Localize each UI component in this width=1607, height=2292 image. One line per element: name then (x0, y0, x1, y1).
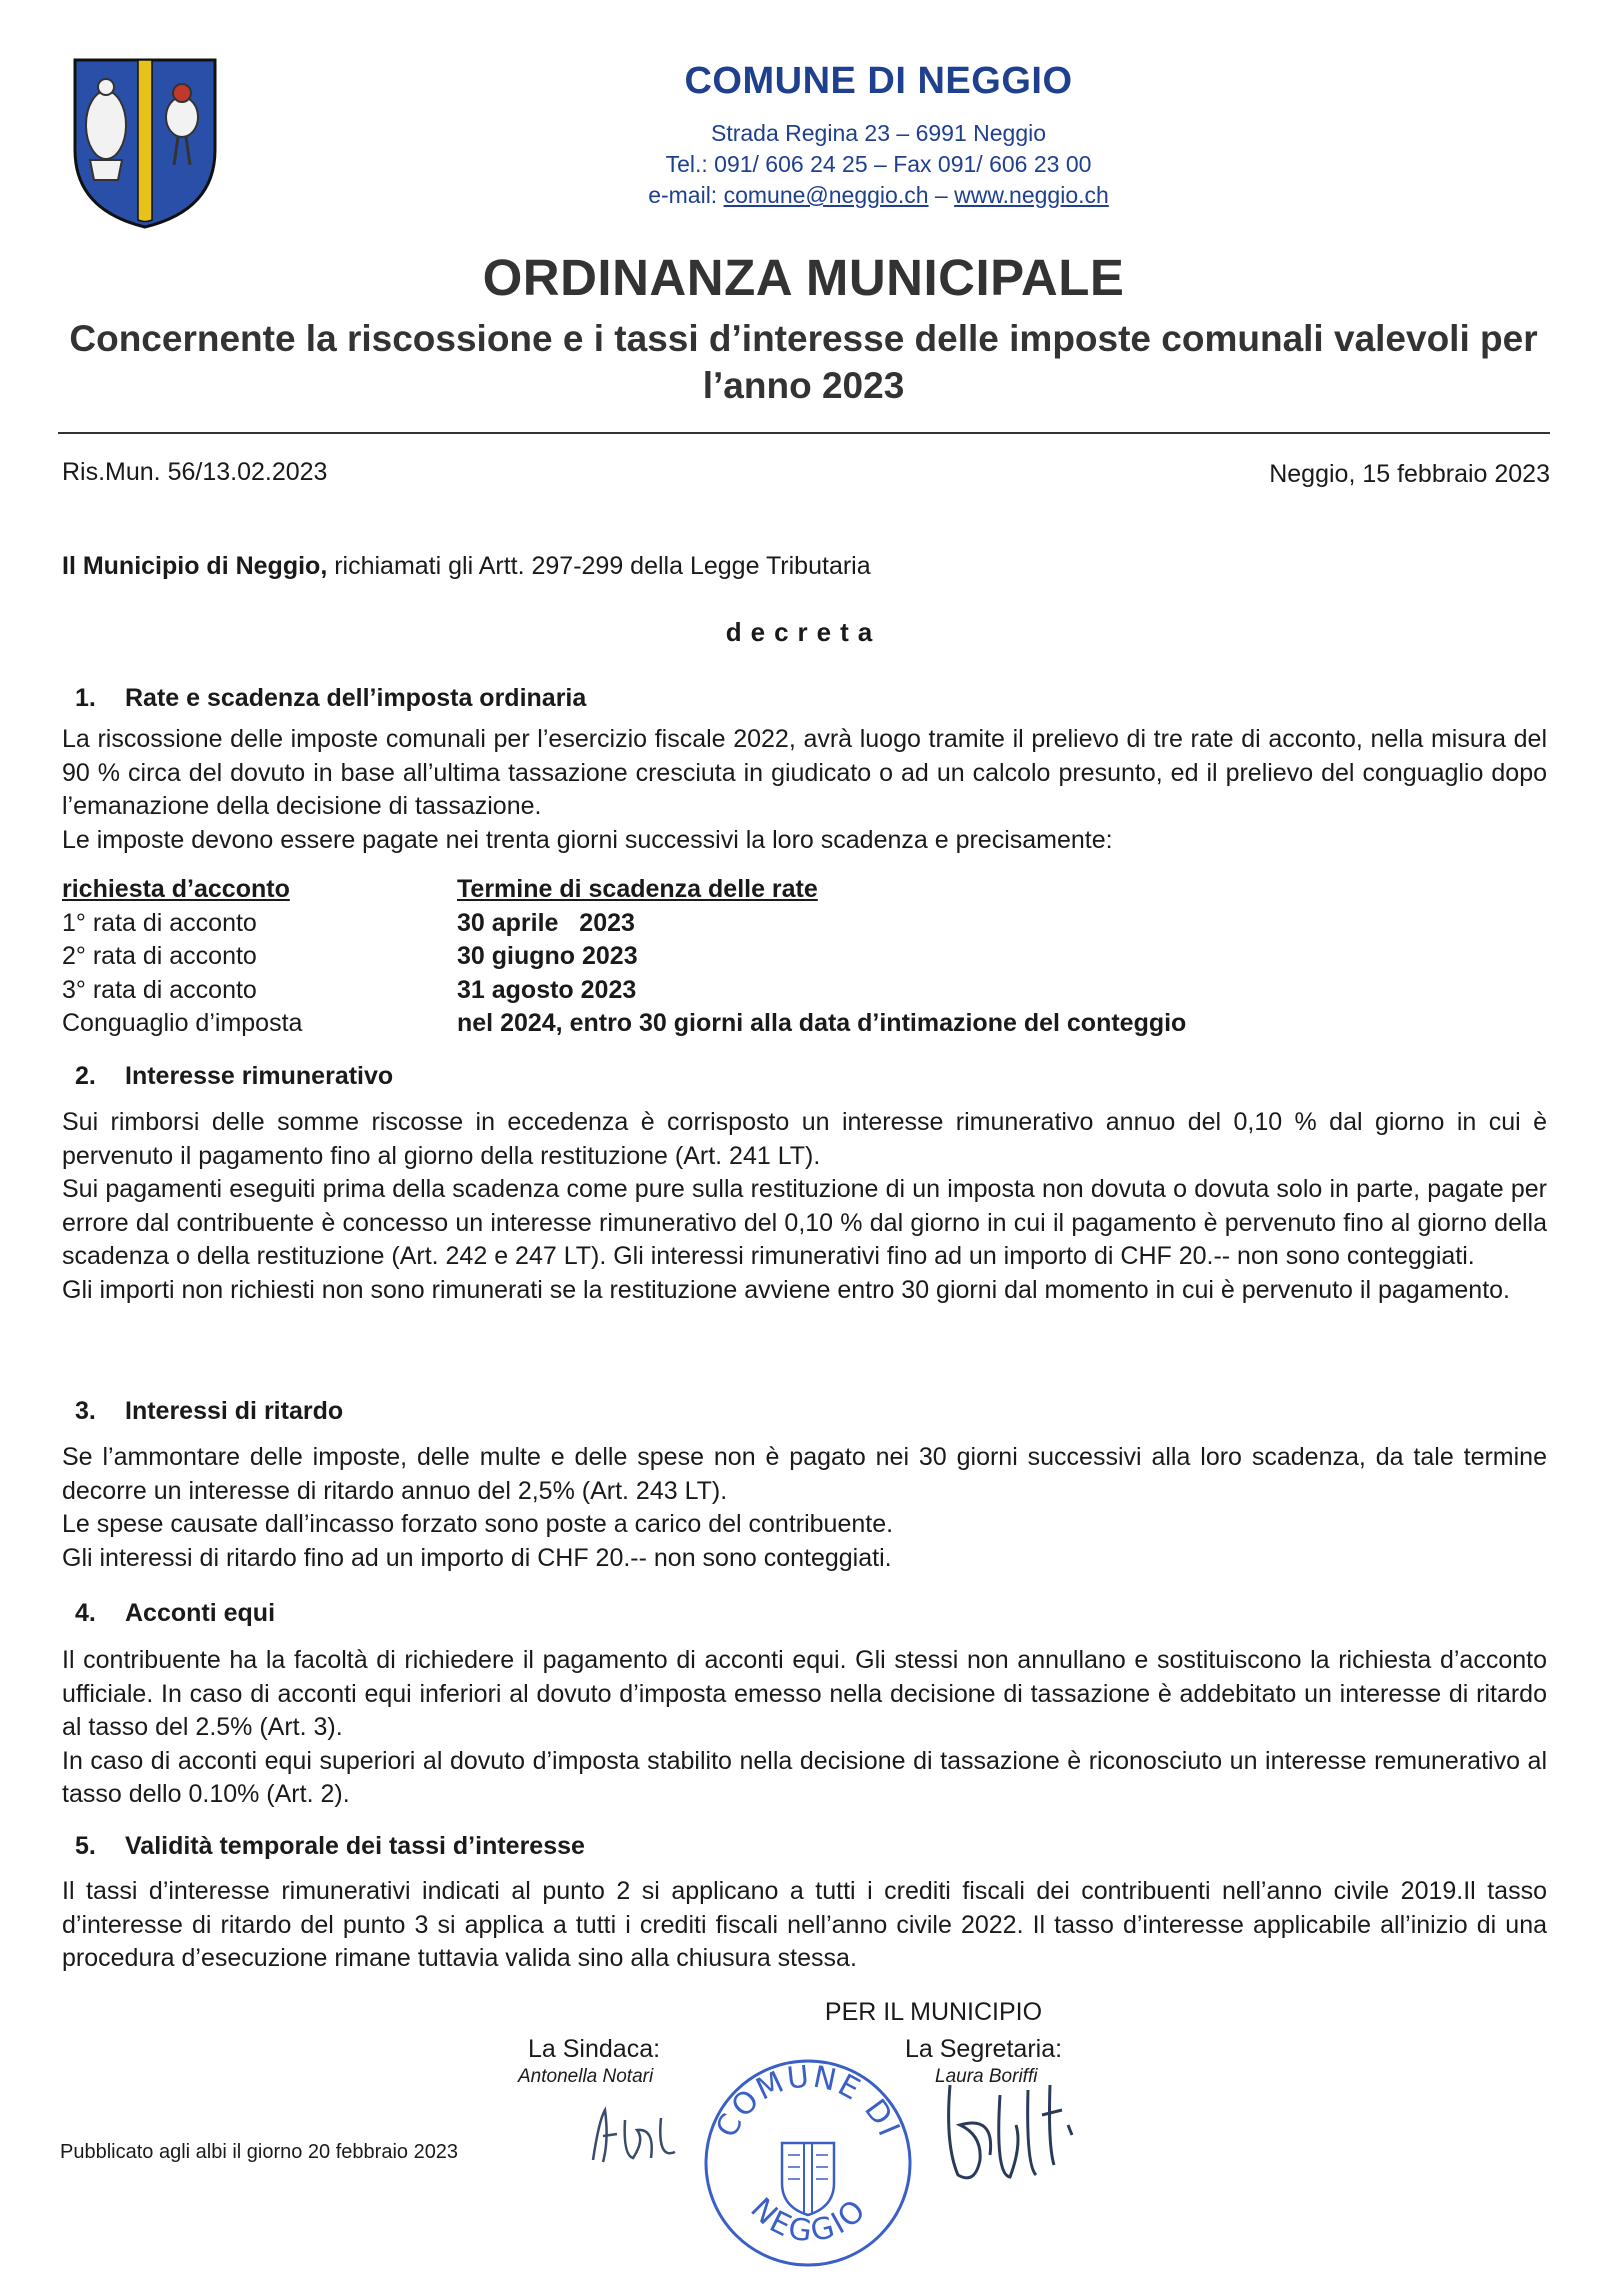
paragraph: Gli importi non richiesti non sono rimunerati se la restituzione avviene entro 30 giorni dal momento in cui è pervenuto il pagamento. (62, 1275, 1510, 1304)
email-web-line (150, 180, 1607, 211)
svg-text:NEGGIO (743, 2191, 874, 2249)
section-number: 4. (75, 1599, 96, 1627)
secretary-name: Laura Boriffi (935, 2066, 1038, 2087)
stamp-top-text: COMUNE DI (709, 2059, 907, 2144)
section-title: Acconti equi (125, 1599, 276, 1627)
section-3-body (62, 1441, 1547, 1575)
svg-text:COMUNE DI (709, 2059, 906, 2143)
website-link[interactable]: www.neggio.ch (954, 182, 1109, 208)
publication-note: Pubblicato agli albi il giorno 20 febbraio 2023 (60, 2141, 459, 2163)
paragraph: Il contribuente ha la facoltà di richiedere il pagamento di acconti equi. Gli stessi non annullano e sostituiscono la richiesta d’acconto ufficiale. In caso di acconti equi inferiori al dovuto d’imposta emesso nella decisione di tassazione è addebitato un interesse di ritardo al tasso del 2.5% (Art. 3). (62, 1646, 1547, 1741)
mayor-label: La Sindaca: (528, 2035, 661, 2063)
section-number: 3. (75, 1397, 96, 1425)
paragraph: La riscossione delle imposte comunali per l’esercizio fiscale 2022, avrà luogo tramite il prelievo di tre rate di acconto, nella misura del 90 % circa del dovuto in base all’ultima tassazione cresciuta in giudicato o ad un calcolo presunto, ed il prelievo del conguaglio dopo l’emanazione della decisione di tassazione. (62, 725, 1547, 820)
secretary-signature-icon (940, 2065, 1080, 2195)
paragraph: Il tassi d’interesse rimunerativi indicati al punto 2 si applicano a tutti i crediti fiscali dei contribuenti nell’anno civile 2019.Il tasso d’interesse di ritardo del punto 3 si applica a tutti i crediti fiscali nell’anno civile 2022. Il tasso d’interesse applicabile all’inizio di una procedura d’esecuzione rimane tuttavia valida sino alla chiusura stessa. (62, 1877, 1547, 1972)
paragraph: Le spese causate dall’incasso forzato sono poste a carico del contribuente. (62, 1510, 894, 1538)
intro-bold: Il Municipio di Neggio, (62, 552, 328, 580)
section-1-body (62, 723, 1547, 857)
address: Strada Regina 23 – 6991 Neggio (710, 120, 1047, 146)
stamp-bottom-text: NEGGIO (743, 2191, 875, 2250)
schedule-term: 30 aprile 2023 (457, 908, 635, 937)
section-1-heading (75, 684, 586, 713)
section-5-heading (75, 1832, 585, 1861)
paragraph: Sui pagamenti eseguiti prima della scadenza come pure sulla restituzione di un imposta non dovuta o dovuta solo in parte, pagate per errore dal contribuente è concesso un interesse rimunerativo del 0,10 % dal giorno in cui il pagamento è pervenuto fino al giorno della scadenza o della restituzione (Art. 242 e 247 LT). Gli interessi rimunerativi fino ad un importo di CHF 20.-- non sono conteggiati. (62, 1175, 1547, 1270)
section-2-body (62, 1106, 1547, 1307)
document-title: ORDINANZA MUNICIPALE (482, 249, 1125, 306)
place-date: Neggio, 15 febbraio 2023 (1269, 460, 1550, 488)
schedule-label: 3° rata di acconto (62, 975, 257, 1004)
section-title: Validità temporale dei tassi d’interesse (125, 1832, 585, 1860)
municipality-contacts (0, 118, 1607, 211)
for-municipio: PER IL MUNICIPIO (824, 1998, 1043, 2026)
separator: – (928, 182, 955, 208)
paragraph: Gli interessi di ritardo fino ad un importo di CHF 20.-- non sono conteggiati. (62, 1543, 892, 1572)
mayor-signature-icon (585, 2100, 715, 2170)
schedule-header (62, 873, 1362, 907)
installment-schedule (62, 873, 1362, 1041)
section-number: 2. (75, 1062, 96, 1090)
section-5-body (62, 1875, 1547, 1976)
municipality-name: COMUNE DI NEGGIO (684, 60, 1073, 102)
section-4-body (62, 1644, 1547, 1812)
schedule-term: 30 giugno 2023 (457, 942, 638, 970)
section-4-heading (75, 1599, 275, 1628)
paragraph: Le imposte devono essere pagate nei trenta giorni successivi la loro scadenza e precisamente: (62, 825, 1113, 854)
schedule-row (62, 1007, 1362, 1041)
header-divider (58, 432, 1550, 434)
paragraph: Sui rimborsi delle somme riscosse in eccedenza è corrisposto un interesse rimunerativo annuo del 0,10 % dal giorno in cui è pervenuto il pagamento fino al giorno della restituzione (Art. 241 LT). (62, 1108, 1547, 1170)
resolution-reference: Ris.Mun. 56/13.02.2023 (62, 458, 328, 486)
document-subtitle: Concernente la riscossione e i tassi d’interesse delle imposte comunali valevoli per l’anno 2023 (69, 318, 1538, 406)
schedule-term: 31 agosto 2023 (457, 975, 637, 1004)
schedule-term: nel 2024, entro 30 giorni alla data d’intimazione del conteggio (457, 1009, 1187, 1037)
section-number: 5. (75, 1832, 96, 1860)
schedule-row (62, 940, 1362, 974)
schedule-label: 1° rata di acconto (62, 908, 257, 937)
decreta-heading: decreta (725, 617, 882, 647)
section-title: Interesse rimunerativo (125, 1062, 394, 1090)
schedule-header-left: richiesta d’acconto (62, 875, 290, 903)
municipal-stamp-icon (700, 2055, 915, 2270)
schedule-header-right: Termine di scadenza delle rate (457, 875, 818, 903)
schedule-row (62, 974, 1362, 1008)
intro-rest: richiamati gli Artt. 297-299 della Legge Tributaria (327, 552, 871, 580)
intro-line (62, 552, 871, 581)
schedule-label: Conguaglio d’imposta (62, 1009, 303, 1037)
section-title: Rate e scadenza dell’imposta ordinaria (125, 684, 587, 712)
section-title: Interessi di ritardo (125, 1397, 344, 1425)
phone-fax: Tel.: 091/ 606 24 25 – Fax 091/ 606 23 00 (665, 151, 1092, 177)
section-3-heading (75, 1397, 343, 1426)
paragraph: Se l’ammontare delle imposte, delle multe e delle spese non è pagato nei 30 giorni successivi alla loro scadenza, da tale termine decorre un interesse di ritardo annuo del 2,5% (Art. 243 LT). (62, 1443, 1547, 1505)
email-prefix: e-mail: (648, 182, 724, 208)
mayor-name: Antonella Notari (518, 2066, 654, 2087)
section-number: 1. (75, 684, 96, 712)
schedule-label: 2° rata di acconto (62, 942, 257, 970)
email-link[interactable]: comune@neggio.ch (723, 182, 929, 208)
secretary-label: La Segretaria: (905, 2035, 1063, 2063)
paragraph: In caso di acconti equi superiori al dovuto d’imposta stabilito nella decisione di tassazione è riconosciuto un interesse remunerativo al tasso dello 0.10% (Art. 2). (62, 1746, 1547, 1808)
schedule-row (62, 907, 1362, 941)
section-2-heading (75, 1062, 393, 1091)
